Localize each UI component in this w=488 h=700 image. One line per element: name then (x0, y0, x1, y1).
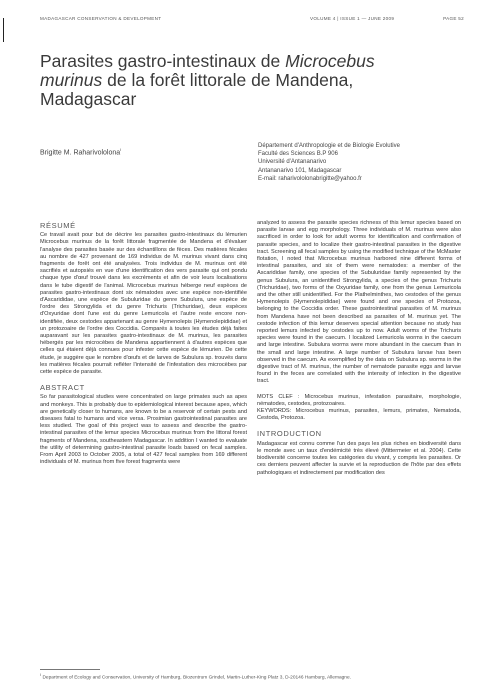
affiliation-email: E-mail: raharivololonabrigitte@yahoo.fr (258, 175, 362, 182)
affiliation-block (258, 142, 458, 183)
journal-name: MADAGASCAR CONSERVATION & DEVELOPMENT (40, 16, 162, 21)
affiliation-university: Université d'Antananarivo (258, 159, 327, 166)
affiliation-department: Département d'Anthropologie et de Biologie Evolutive (258, 143, 400, 149)
title-species: Microcebus murinus (40, 51, 375, 90)
volume-issue: VOLUME 4 | ISSUE 1 — JUNE 2009 (310, 16, 395, 21)
author-line (40, 147, 121, 156)
article-title (40, 52, 440, 109)
left-column (40, 222, 247, 467)
abstract-text: So far parasitological studies were concentrated on large primates such as apes and monkeys. This is probably due to epidemiological interest because apes, which are genetically closer to humans, are known to be a reservoir of certain pests and diseases fatal to humans and vice versa. Prosimian gastrointestinal parasites are less studied. The goal of this project was to assess and describe the gastro-intestinal parasites of the lemur species Microcebus murinus from the littoral forest fragments of Mandena, southeastern Madagascar. In addition I wanted to evaluate the utility of determining gastro-intestinal parasite loads based on fecal samples. From April 2003 to October 2005, a total of 427 fecal samples from 169 different individuals of M. murinus from five forest fragments were (40, 394, 247, 466)
resume-heading: RÉSUMÉ (40, 221, 76, 230)
affiliation-faculty: Faculté des Sciences B.P 906 (258, 151, 338, 158)
abstract-text-continued: analyzed to assess the parasite species richness of this lemur species based on parasite larvae and egg morphology. Three individuals of M. murinus were also sacrificed in order to look for adult worms for identification and confirmation of parasite species, and to localize their gastro-intestinal parasites in the digestive tract. Screening all fecal samples by using the modified technique of the McMaster flotation, I noted that Microcebus murinus harbored nine different forms of intestinal parasites, and six of them were nematodes: a member of the Ascarididae family, one species of the Subuluridae family represented by the genus Subulura, an unidentified Strongylida, a species of the genus Trichuris (Trichuridae), two forms of the Oxyuridae family, one from the genus Lemuricola and the other still unidentified. For the Plathelminthes, two cestodes of the genus Hymenolepis (Hymenolepididae) were found and one species of Protozoa, belonging to the Coccidia order. These gastrointestinal parasites of M. murinus from Mandena have not been described as parasites of M. murinus yet. The cestode infection of this lemur deserves special attention because no study has reported lemurs infected by cestodes up to now. Adult worms of the Trichuris species were found in the caecum. I localized Lemuricola worms in the caecum and large intestine. Subulura worms were more abundant in the caecum than in the small and large intestine. A large number of Subulura larvae has been observed in the caecum. As exemplified by the data on Subulura sp. worms in the digestive tract of M. murinus, the number of nematode parasite eggs and larvae found in the feces are correlated with the intensity of infection in the digestive tract. (257, 220, 461, 385)
author-footnote-mark: I (120, 147, 122, 152)
keywords: KEYWORDS: Microcebus murinus, parasites, lemurs, primates, Nematoda, Cestoda, Protozoa. (257, 408, 461, 422)
footnote (40, 672, 460, 682)
page-edge-mark (3, 18, 4, 42)
affiliation-city: Antananarivo 101, Madagascar (258, 167, 342, 174)
title-part-1: Parasites gastro-intestinaux de (40, 51, 286, 71)
right-column (257, 220, 461, 477)
title-part-2: de la forêt littorale de Mandena, Madagascar (40, 70, 354, 109)
footnote-mark: I (40, 672, 42, 677)
author-name: Brigitte M. Raharivololona (40, 149, 121, 157)
footnote-text: Department of Ecology and Conservation, University of Hamburg, Biozentrum Grindel, Martin-Luther-King Platz 3, D-20146 Hamburg, Allemagne. (42, 675, 351, 681)
introduction-text: Madagascar est connu comme l'un des pays les plus riches en biodiversité dans le monde avec un taux d'endémicité très élevé (Mittermeier et al. 2004). Cette biodiversité concerne toutes les catégories du vivant, y compris les parasites. Or ces derniers peuvent affecter la survie et la reproduction de l'hôte par des effets pathologiques et indirectement par modification des (257, 440, 461, 476)
abstract-heading: ABSTRACT (40, 383, 85, 393)
resume-text: Ce travail avait pour but de décrire les parasites gastro-intestinaux du lémurien Microcebus murinus de la forêt littorale fragmentée de Mandena et d'évaluer l'analyse des parasites basée sur des échantillons de fèces. Des matières fécales au nombre de 427 provenant de 169 individus de M. murinus vivant dans cinq fragments de forêt ont été analysées. Trois individus de M. murinus ont été sacrifiés et autopsiés en vue d'une identification des vers parasite qui ont pondu chaque type d'œuf trouvé dans les excréments et afin de voir leurs localisations dans le tube digestif de l'animal. Microcebus murinus héberge neuf espèces de parasites gastro-intestinaux dont six nématodes avec une espèce non-identifiée d'Ascarididae, une espèce de Subuluridae du genre Subulura, une espèce de l'ordre des Strongylida et du genre Trichuris (Trichuridae), deux espèces d'Oxyuridae dont l'une est du genre Lemuricola et l'autre reste encore non-identifiée, deux cestodes appartenant au genre Hymenolepis (Hymenolepididae) et un protozoaire de l'ordre des Coccidia. Comparés à toutes les études déjà faites auparavant sur les parasites gastro-intestinaux de M. murinus, les parasites hébergés par les microcèbes de Mandena appartiennent à d'autres espèces que celles qui étaient déjà connues pour infester cette espèce de lémurien. De cette étude, je suggère que le nombre d'œufs et de larves de Subulura sp. trouvés dans les matières fécales pourrait refléter l'intensité de l'infestation des microcèbes par cette espèce de parasite. (40, 232, 247, 376)
introduction-heading: INTRODUCTION (257, 429, 322, 439)
mots-cles: MOTS CLEF : Microcebus murinus, infestation parasitaire, morphologie, nématodes, cestodes, protozoaires. (257, 393, 461, 407)
footnote-rule (40, 669, 100, 670)
page-number: PAGE 52 (443, 16, 464, 21)
